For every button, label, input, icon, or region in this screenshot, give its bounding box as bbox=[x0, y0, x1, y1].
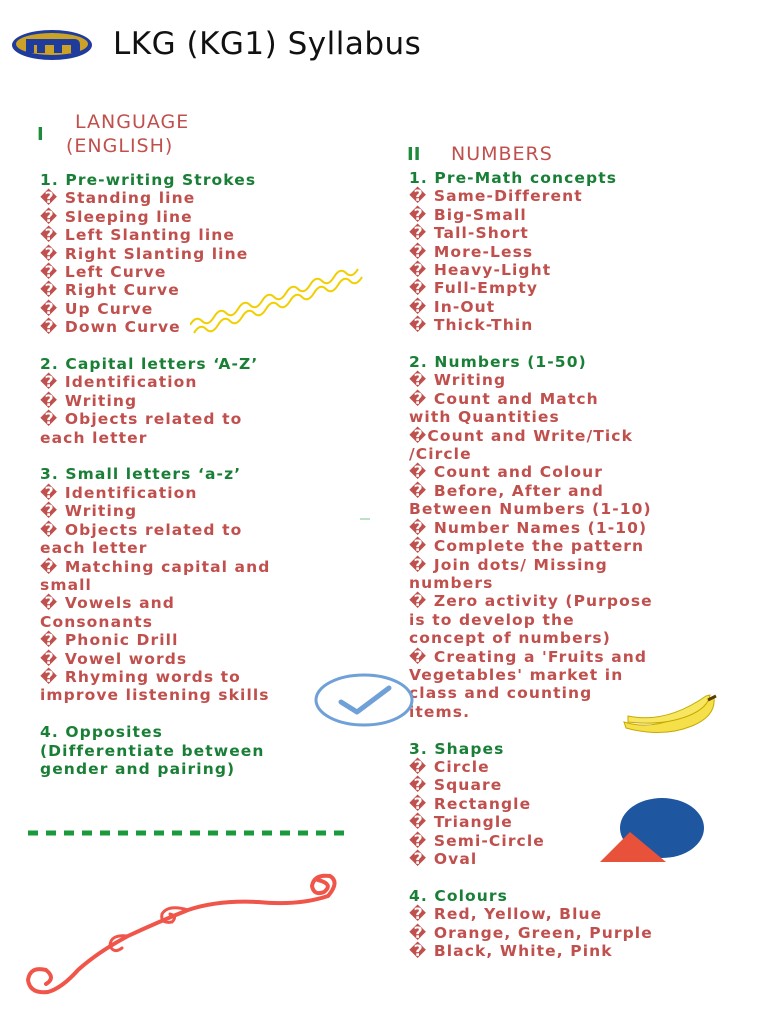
topic-item: � Count and Colour bbox=[409, 463, 604, 482]
topic-item: concept of numbers) bbox=[409, 629, 611, 648]
topic-heading: 1. Pre-Math concepts bbox=[409, 169, 618, 187]
topic-item: � Black, White, Pink bbox=[409, 942, 613, 961]
topic-item: small bbox=[40, 575, 92, 594]
topic-item: Consonants bbox=[40, 612, 154, 631]
topic-item: � Vowels and bbox=[40, 594, 176, 613]
topic-heading: 3. Shapes bbox=[409, 739, 505, 758]
topic-item: /Circle bbox=[409, 445, 472, 464]
topic-item: � Triangle bbox=[409, 813, 513, 832]
topic-item: � Standing line bbox=[40, 189, 196, 208]
topic-item: � Vowel words bbox=[40, 649, 188, 668]
topic-heading: 4. Opposites bbox=[40, 723, 163, 742]
topic-item: � Orange, Green, Purple bbox=[409, 923, 653, 942]
topic-item: � Count and Match bbox=[409, 389, 599, 408]
topic-item: � Oval bbox=[409, 850, 478, 868]
topic-heading: 4. Colours bbox=[409, 886, 508, 905]
topic-item: � Zero activity (Purpose bbox=[409, 592, 653, 611]
topic-item: � Square bbox=[409, 776, 503, 795]
topic-item: Between Numbers (1-10) bbox=[409, 500, 652, 519]
section-numeral-language: I bbox=[37, 124, 44, 145]
topic-item: � Rhyming words to bbox=[40, 667, 241, 686]
topic-item: � Join dots/ Missing bbox=[409, 555, 608, 574]
topic-item: � Before, After and bbox=[409, 481, 605, 500]
dashed-divider bbox=[28, 829, 350, 837]
topic-item: � Writing bbox=[40, 502, 138, 521]
topic-item: � Phonic Drill bbox=[40, 631, 179, 650]
topic-item: � Creating a 'Fruits and bbox=[409, 647, 648, 666]
topic-item: � Big-Small bbox=[409, 205, 527, 224]
topic-item: � Red, Yellow, Blue bbox=[409, 905, 603, 924]
spacer bbox=[409, 335, 739, 353]
topic-item: with Quantities bbox=[409, 408, 560, 427]
topic-item: � Complete the pattern bbox=[409, 537, 645, 556]
topic-item: � Up Curve bbox=[40, 299, 154, 318]
topic-item: � Sleeping line bbox=[40, 207, 193, 226]
topic-item: class and counting bbox=[409, 684, 593, 703]
topic-item: numbers bbox=[409, 573, 494, 592]
section-title-line2: (ENGLISH) bbox=[66, 135, 174, 157]
topic-item: � Down Curve bbox=[40, 318, 181, 337]
topic-item: � Tall-Short bbox=[409, 224, 529, 243]
topic-item: � Matching capital and bbox=[40, 557, 271, 576]
topic-heading: 1. Pre-writing Strokes bbox=[40, 171, 257, 189]
topic-item: � Full-Empty bbox=[409, 279, 539, 298]
topic-item: each letter bbox=[40, 539, 148, 558]
swirl-decoration bbox=[18, 866, 338, 998]
topic-item: � Circle bbox=[409, 757, 490, 776]
topic-item: � Right Curve bbox=[40, 281, 180, 300]
topic-item: � Semi-Circle bbox=[409, 831, 545, 850]
topic-item: � Rectangle bbox=[409, 794, 532, 813]
topic-item: � More-Less bbox=[409, 242, 534, 261]
topic-heading: 2. Capital letters ‘A-Z’ bbox=[40, 355, 259, 374]
language-column bbox=[40, 171, 360, 778]
topic-item: improve listening skills bbox=[40, 686, 270, 705]
small-green-mark bbox=[360, 517, 372, 521]
topic-item: � Same-Different bbox=[409, 187, 583, 206]
topic-item: � Identification bbox=[40, 483, 198, 502]
spacer bbox=[40, 337, 360, 355]
topic-item: Vegetables' market in bbox=[409, 665, 624, 684]
banana-icon bbox=[622, 694, 718, 738]
page-title: LKG (KG1) Syllabus bbox=[113, 26, 422, 62]
topic-item: � Number Names (1-10) bbox=[409, 518, 648, 537]
section-numeral-numbers: II bbox=[407, 144, 421, 165]
topic-item: items. bbox=[409, 702, 471, 721]
section-title-numbers: NUMBERS bbox=[451, 143, 553, 165]
topic-item: � Identification bbox=[40, 373, 198, 392]
spacer bbox=[40, 447, 360, 465]
topic-item: � Heavy-Light bbox=[409, 261, 552, 280]
topic-heading: 2. Numbers (1-50) bbox=[409, 353, 587, 372]
spacer bbox=[409, 868, 739, 886]
topic-heading: 3. Small letters ‘a-z’ bbox=[40, 465, 242, 484]
topic-item: � Right Slanting line bbox=[40, 244, 249, 263]
topic-item: � Thick-Thin bbox=[409, 316, 534, 335]
logo bbox=[10, 28, 94, 62]
topic-item: is to develop the bbox=[409, 610, 575, 629]
topic-heading: (Differentiate between bbox=[40, 741, 265, 760]
section-title-language bbox=[66, 110, 189, 158]
section-title-line1: LANGUAGE bbox=[75, 111, 190, 133]
topic-item: each letter bbox=[40, 428, 148, 447]
topic-item: � Writing bbox=[40, 391, 138, 410]
checkmark-icon bbox=[313, 672, 415, 728]
topic-item: � Objects related to bbox=[40, 410, 243, 429]
topic-item: � Left Curve bbox=[40, 263, 167, 282]
topic-item: � Writing bbox=[409, 371, 507, 390]
topic-heading: gender and pairing) bbox=[40, 759, 236, 778]
spacer bbox=[40, 705, 360, 723]
topic-item: � Left Slanting line bbox=[40, 226, 235, 245]
shapes-illustration bbox=[596, 798, 706, 864]
topic-item: � Objects related to bbox=[40, 520, 243, 539]
topic-item: �Count and Write/Tick bbox=[409, 426, 633, 445]
topic-item: � In-Out bbox=[409, 297, 496, 316]
